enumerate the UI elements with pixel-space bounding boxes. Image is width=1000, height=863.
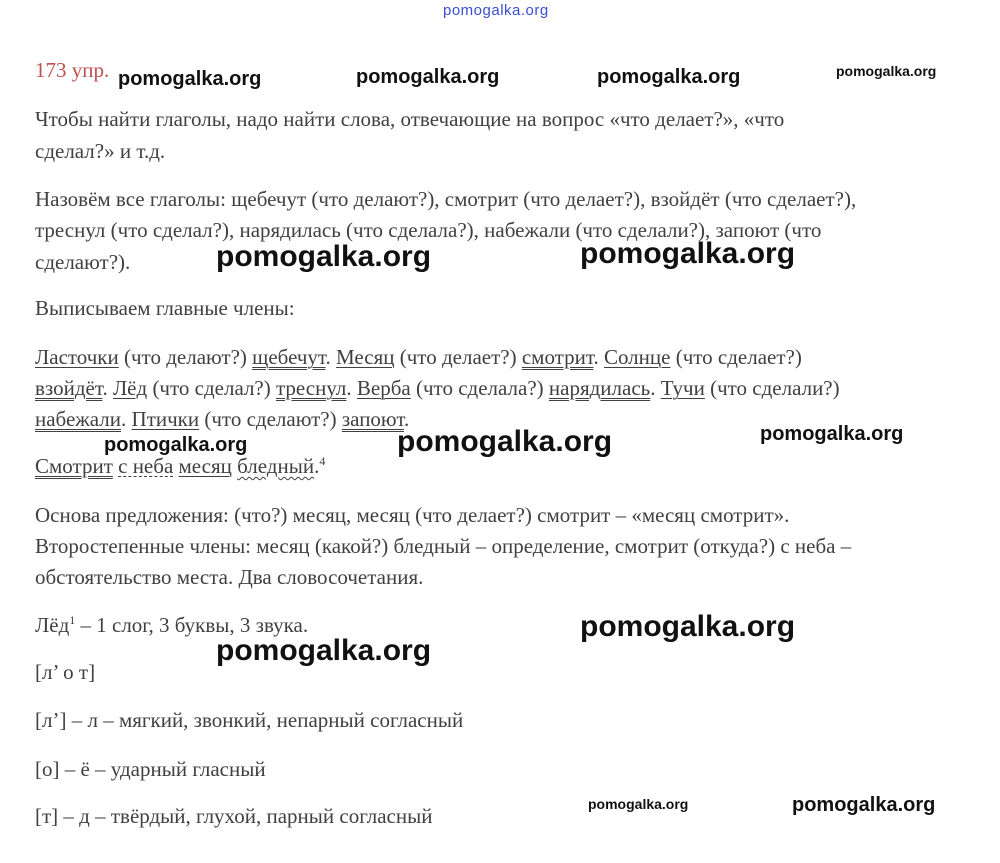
subject: Птички xyxy=(131,407,200,431)
summary-text: – 1 слог, 3 буквы, 3 звука. xyxy=(75,613,309,637)
subject: Ласточки xyxy=(35,345,119,369)
watermark: pomogalka.org xyxy=(792,794,936,816)
question: (что сделал?) xyxy=(147,376,276,400)
subject: Верба xyxy=(356,376,411,400)
separator: . xyxy=(403,407,410,431)
question: (что делает?) xyxy=(394,345,522,369)
footnote-mark: 4 xyxy=(319,454,326,468)
subject: месяц xyxy=(178,454,232,478)
exercise-title: 173 упр. xyxy=(35,58,110,82)
watermark: pomogalka.org xyxy=(216,634,432,667)
separator: . xyxy=(593,345,604,369)
attribute: бледный xyxy=(237,454,315,478)
paragraph-line: Выписываем главные члены: xyxy=(35,296,295,320)
paragraph-line: Назовём все глаголы: щебечут (что делают?), смотрит (что делает?), взойдёт (что сделает?), xyxy=(35,187,857,211)
predicate: треснул xyxy=(276,376,347,400)
paragraph-line: треснул (что сделал?), нарядилась (что сделала?), набежали (что сделали?), запоют (что xyxy=(35,218,822,242)
paragraph-line: Основа предложения: (что?) месяц, месяц (что делает?) смотрит – «месяц смотрит». xyxy=(35,503,790,527)
watermark: pomogalka.org xyxy=(836,63,937,79)
site-link[interactable]: pomogalka.org xyxy=(443,2,549,19)
watermark: pomogalka.org xyxy=(580,610,796,643)
predicate: взойдёт xyxy=(35,376,103,400)
main-members-line-1 xyxy=(35,345,802,369)
paragraph-line: сделают?). xyxy=(35,250,131,274)
watermark: pomogalka.org xyxy=(588,796,689,812)
question: (что сделает?) xyxy=(670,345,802,369)
separator: . xyxy=(121,407,132,431)
watermark: pomogalka.org xyxy=(580,237,796,270)
separator: . xyxy=(102,376,113,400)
predicate: Смотрит xyxy=(35,454,113,478)
predicate: набежали xyxy=(35,407,122,431)
sound-analysis-line: [о] – ё – ударный гласный xyxy=(35,757,266,781)
subject: Месяц xyxy=(336,345,395,369)
paragraph-line: обстоятельство места. Два словосочетания. xyxy=(35,565,424,589)
separator: . xyxy=(325,345,337,369)
subject: Тучи xyxy=(660,376,705,400)
question: (что сделают?) xyxy=(199,407,342,431)
predicate: смотрит xyxy=(521,345,594,369)
transcription: [л’ о т] xyxy=(35,660,96,684)
question: (что сделала?) xyxy=(410,376,549,400)
main-members-line-3 xyxy=(35,407,409,431)
separator: . xyxy=(346,376,357,400)
subject: Солнце xyxy=(603,345,671,369)
watermark: pomogalka.org xyxy=(597,66,741,88)
adverbial: с неба xyxy=(118,454,174,478)
predicate: щебечут xyxy=(252,345,326,369)
watermark: pomogalka.org xyxy=(397,425,613,458)
question: (что делают?) xyxy=(118,345,253,369)
separator: . xyxy=(650,376,661,400)
period: . xyxy=(314,454,320,478)
word: Лёд xyxy=(35,613,70,637)
watermark: pomogalka.org xyxy=(760,423,904,445)
footnote-mark: 1 xyxy=(69,613,76,627)
watermark: pomogalka.org xyxy=(104,434,248,456)
paragraph-line: Второстепенные члены: месяц (какой?) бледный – определение, смотрит (откуда?) с неба – xyxy=(35,534,852,558)
paragraph-line: Чтобы найти глаголы, надо найти слова, отвечающие на вопрос «что делает?», «что xyxy=(35,107,785,131)
subject: Лёд xyxy=(112,376,148,400)
watermark: pomogalka.org xyxy=(356,66,500,88)
watermark: pomogalka.org xyxy=(118,68,262,90)
sound-analysis-line: [т] – д – твёрдый, глухой, парный согласный xyxy=(35,804,433,828)
predicate: нарядилась xyxy=(548,376,651,400)
paragraph-line: сделал?» и т.д. xyxy=(35,139,166,163)
question: (что сделали?) xyxy=(704,376,840,400)
predicate: запоют xyxy=(341,407,404,431)
watermark: pomogalka.org xyxy=(216,240,432,273)
sound-analysis-line: [л’] – л – мягкий, звонкий, непарный согласный xyxy=(35,708,464,732)
main-members-line-2 xyxy=(35,376,840,400)
parsed-sentence xyxy=(35,454,325,478)
